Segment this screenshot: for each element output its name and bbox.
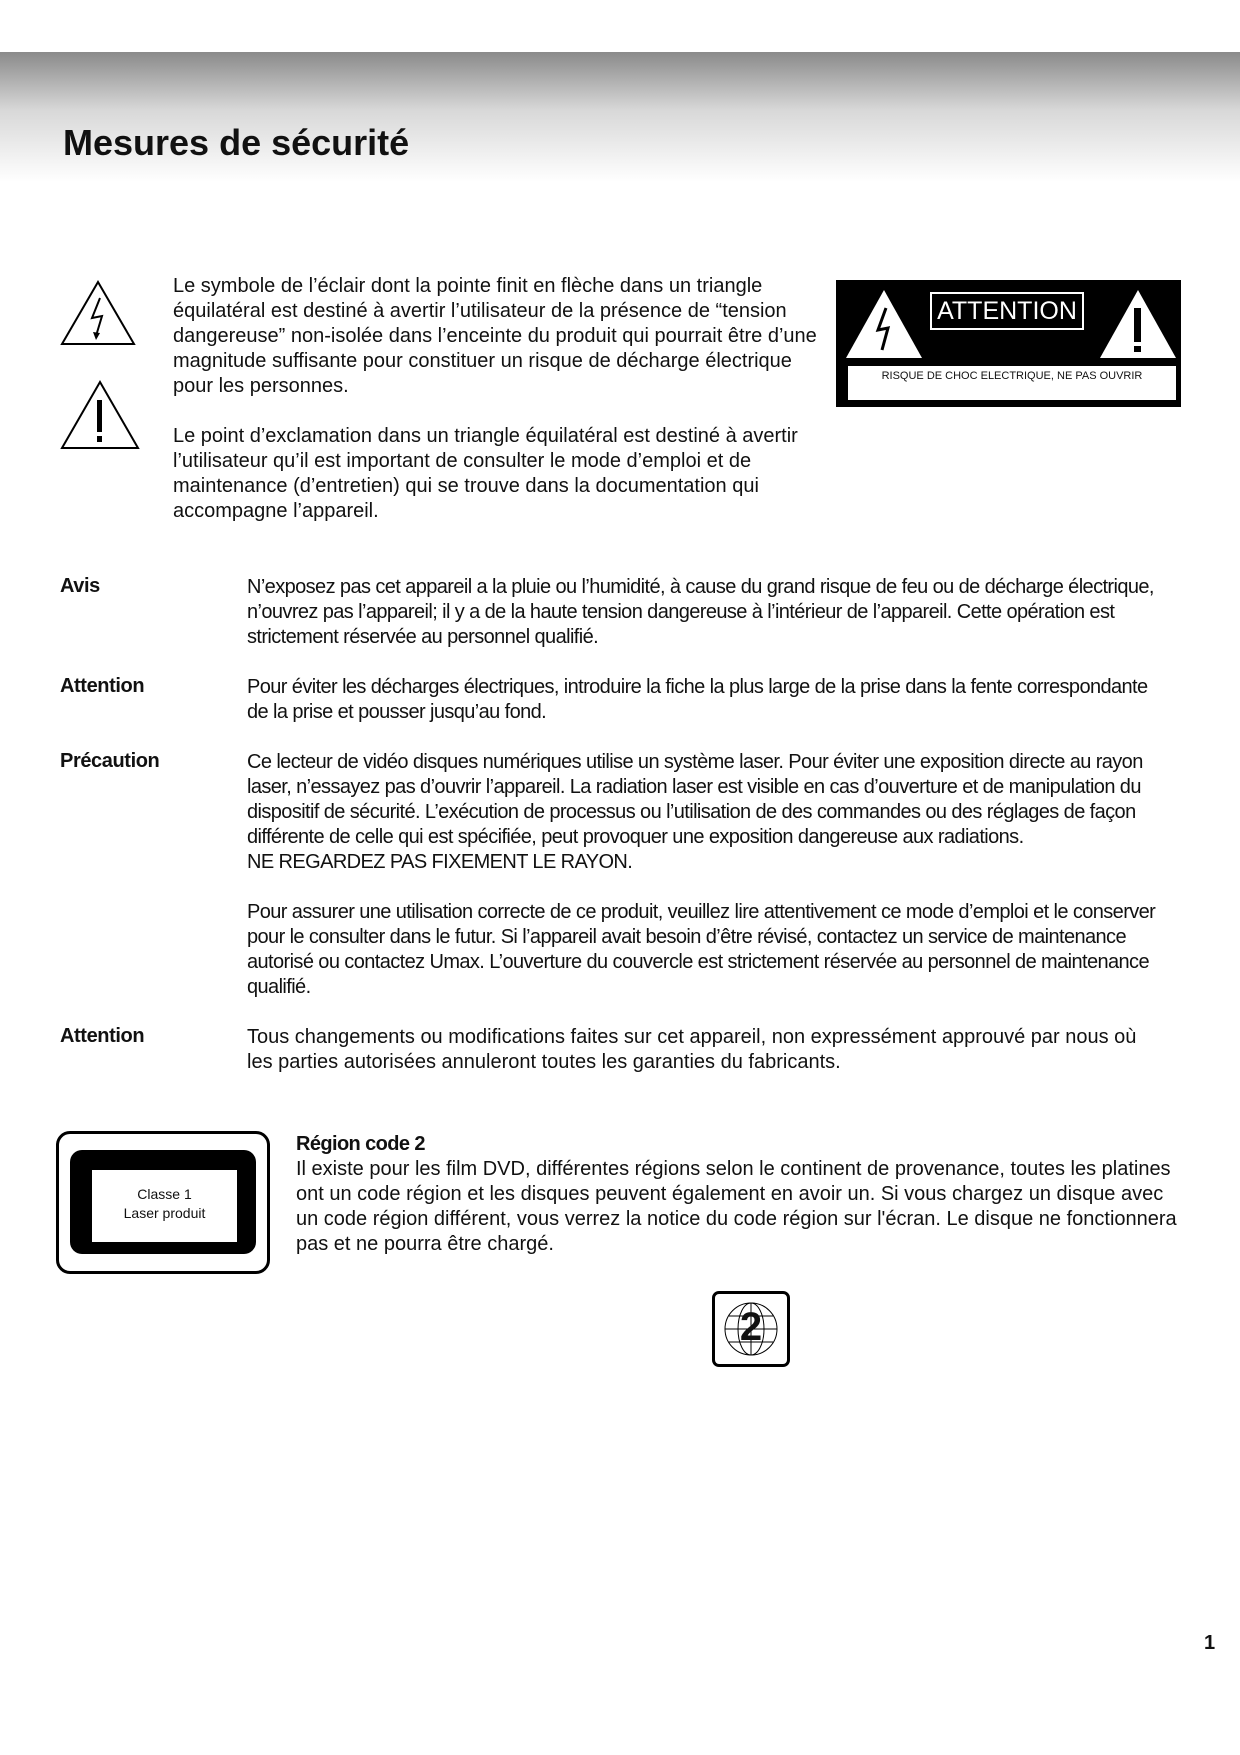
attention-label [836, 280, 1181, 407]
region-title: Région code 2 [296, 1133, 425, 1155]
region-2-icon [712, 1291, 790, 1367]
laser-class: Classe 1 [137, 1186, 192, 1202]
attention-warning: RISQUE DE CHOC ELECTRIQUE, NE PAS OUVRIR [848, 366, 1176, 400]
laser-class-label [56, 1131, 270, 1274]
notice-label-avis: Avis [60, 575, 100, 597]
notice-text-precaution: Ce lecteur de vidéo disques numériques utilise un système laser. Pour éviter une exposition directe au rayon laser, n’essayez pas d’ouvrir l’appareil. La radiation laser est visible en cas d’ouverture et de manipulation du dispositif de sécurité. L’exécution de processus ou l’utilisation de des commandes ou des réglages de façon différente de celle qui est spécifiée, peut provoquer une exposition dangereuse aux radiations. [247, 751, 1143, 848]
laser-product: Laser produit [123, 1205, 206, 1221]
notice-label-attention-2: Attention [60, 1025, 145, 1047]
attention-title: ATTENTION [930, 292, 1084, 330]
exclamation-description: Le point d’exclamation dans un triangle équilatéral est destiné à avertir l’utilisateur qu’il est important de consulter le mode d’emploi et de maintenance (d’entretien) qui se trouve dans la documentation qui accompagne l’appareil. [173, 425, 798, 522]
lightning-description: Le symbole de l’éclair dont la pointe finit en flèche dans un triangle équilatéral est destiné à avertir l’utilisateur de la présence de “tension dangereuse” non-isolée dans l’enceinte du produit qui pourrait être d’une magnitude suffisante pour constituer un risque de décharge électrique pour les personnes. [173, 275, 817, 397]
region-number: 2 [739, 1305, 763, 1349]
lightning-triangle-icon [58, 278, 138, 348]
notice-text-attention: Pour éviter les décharges électriques, introduire la fiche la plus large de la prise dans la fente correspondante de la prise et pousser jusqu’au fond. [247, 676, 1148, 723]
notice-text-attention-2: Tous changements ou modifications faites sur cet appareil, non expressément approuvé par nous où les parties autorisées annuleront toutes les garanties du fabricants. [247, 1026, 1137, 1073]
notice-text-avis: N’exposez pas cet appareil a la pluie ou l’humidité, à cause du grand risque de feu ou de décharge électrique, n’ouvrez pas l’appareil; il y a de la haute tension dangereuse à l’intérieur de l’appareil. Cette opération est strictement réservée au personnel qualifié. [247, 576, 1154, 648]
exclamation-triangle-icon [60, 378, 140, 452]
lightning-warning-icon [844, 288, 924, 360]
page-title: Mesures de sécurité [63, 122, 410, 163]
notice-label-precaution: Précaution [60, 750, 160, 772]
notice-text-usage: Pour assurer une utilisation correcte de ce produit, veuillez lire attentivement ce mode d’emploi et le conserver pour le consulter dans le futur. Si l’appareil avait besoin d’être révisé, contactez un service de maintenance autorisé ou contactez Umax. L’ouverture du couvercle est strictement réservée au personnel de maintenance qualifié. [247, 901, 1156, 998]
notice-warning-rayon: NE REGARDEZ PAS FIXEMENT LE RAYON. [247, 851, 633, 873]
notice-label-attention: Attention [60, 675, 145, 697]
exclamation-warning-icon [1098, 288, 1178, 360]
region-text: Il existe pour les film DVD, différentes régions selon le continent de provenance, toutes les platines ont un code région et les disques peuvent également en avoir un. Si vous chargez un disque avec un code région différent, vous verrez la notice du code région sur l'écran. Le disque ne fonctionnera pas et ne pourra être chargé. [296, 1158, 1177, 1255]
page-number: 1 [1204, 1632, 1216, 1654]
